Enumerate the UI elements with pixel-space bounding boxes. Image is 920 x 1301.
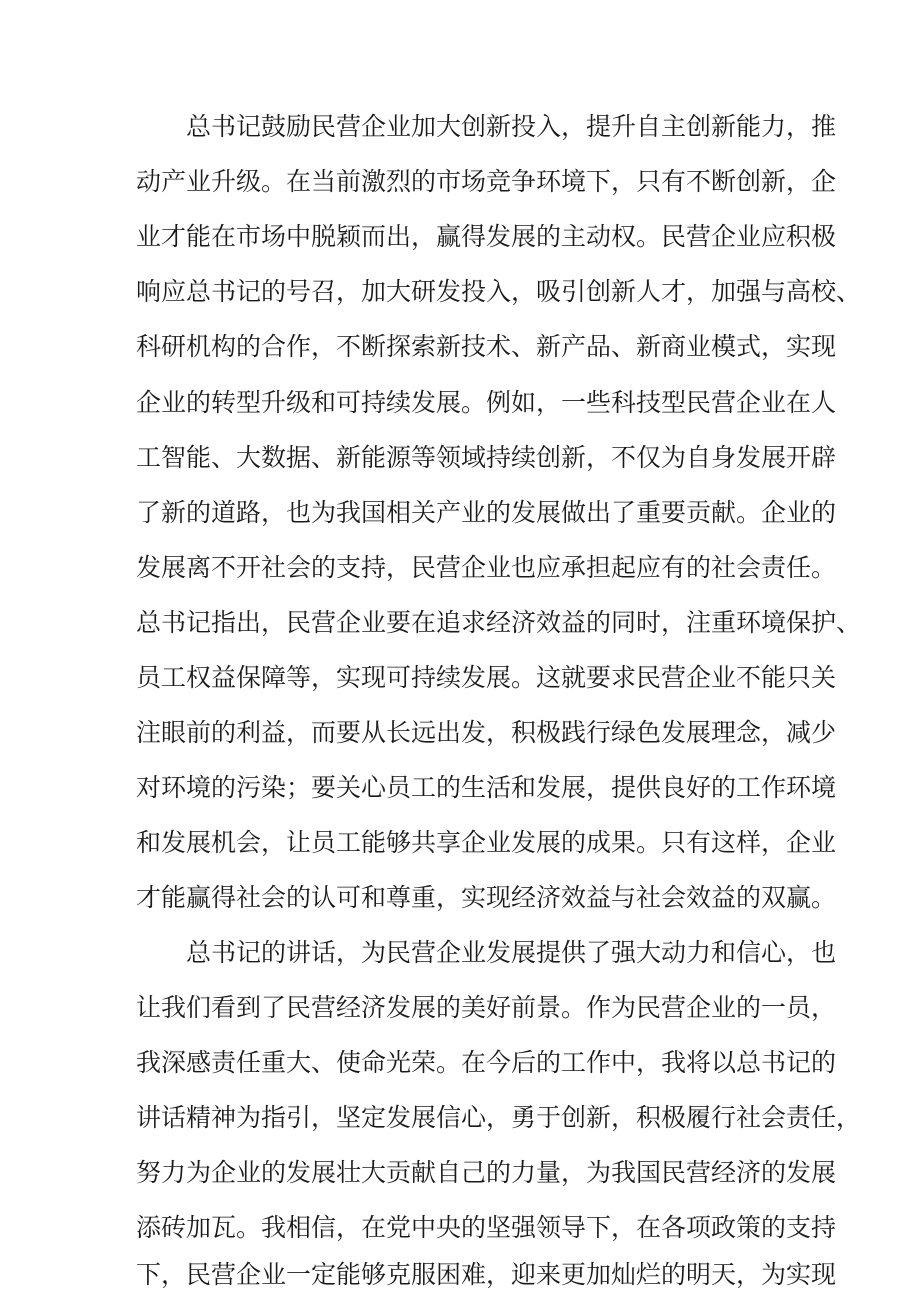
- paragraph-2-line-6: 添砖加瓦。我相信，在党中央的坚强领导下，在各项政策的支持: [136, 1213, 837, 1242]
- paragraph-1-line-6: 企业的转型升级和可持续发展。例如，一些科技型民营企业在人: [136, 388, 837, 417]
- paragraph-1-line-10: 总书记指出，民营企业要在追求经济效益的同时，注重环境保护、: [136, 608, 862, 637]
- paragraph-1-line-4: 响应总书记的号召，加大研发投入，吸引创新人才，加强与高校、: [136, 277, 862, 306]
- paragraph-2-line-5: 努力为企业的发展壮大贡献自己的力量，为我国民营经济的发展: [136, 1158, 837, 1187]
- paragraph-1-line-9: 发展离不开社会的支持，民营企业也应承担起应有的社会责任。: [136, 553, 837, 582]
- paragraph-2-line-7: 下，民营企业一定能够克服困难，迎来更加灿烂的明天，为实现: [136, 1260, 837, 1289]
- paragraph-1-line-13: 对环境的污染；要关心员工的生活和发展，提供良好的工作环境: [136, 773, 837, 802]
- paragraph-1-line-15: 才能赢得社会的认可和尊重，实现经济效益与社会效益的双赢。: [136, 883, 837, 912]
- paragraph-2-line-1: 总书记的讲话，为民营企业发展提供了强大动力和信心，也: [186, 938, 837, 967]
- paragraph-1-line-8: 了新的道路，也为我国相关产业的发展做出了重要贡献。企业的: [136, 498, 837, 527]
- paragraph-1-line-3: 业才能在市场中脱颖而出，赢得发展的主动权。民营企业应积极: [136, 222, 837, 251]
- paragraph-1-line-2: 动产业升级。在当前激烈的市场竞争环境下，只有不断创新，企: [136, 167, 837, 196]
- paragraph-2-line-3: 我深感责任重大、使命光荣。在今后的工作中，我将以总书记的: [136, 1048, 837, 1077]
- paragraph-1-line-14: 和发展机会，让员工能够共享企业发展的成果。只有这样，企业: [136, 828, 837, 857]
- paragraph-2-line-2: 让我们看到了民营经济发展的美好前景。作为民营企业的一员，: [136, 993, 837, 1022]
- paragraph-2-line-4: 讲话精神为指引，坚定发展信心，勇于创新，积极履行社会责任，: [136, 1103, 862, 1132]
- paragraph-1-line-7: 工智能、大数据、新能源等领域持续创新，不仅为自身发展开辟: [136, 443, 837, 472]
- paragraph-1-line-5: 科研机构的合作，不断探索新技术、新产品、新商业模式，实现: [136, 332, 837, 361]
- paragraph-1-line-12: 注眼前的利益，而要从长远出发，积极践行绿色发展理念，减少: [136, 718, 837, 747]
- paragraph-1-line-11: 员工权益保障等，实现可持续发展。这就要求民营企业不能只关: [136, 663, 837, 692]
- paragraph-1-line-1: 总书记鼓励民营企业加大创新投入，提升自主创新能力，推: [186, 112, 837, 141]
